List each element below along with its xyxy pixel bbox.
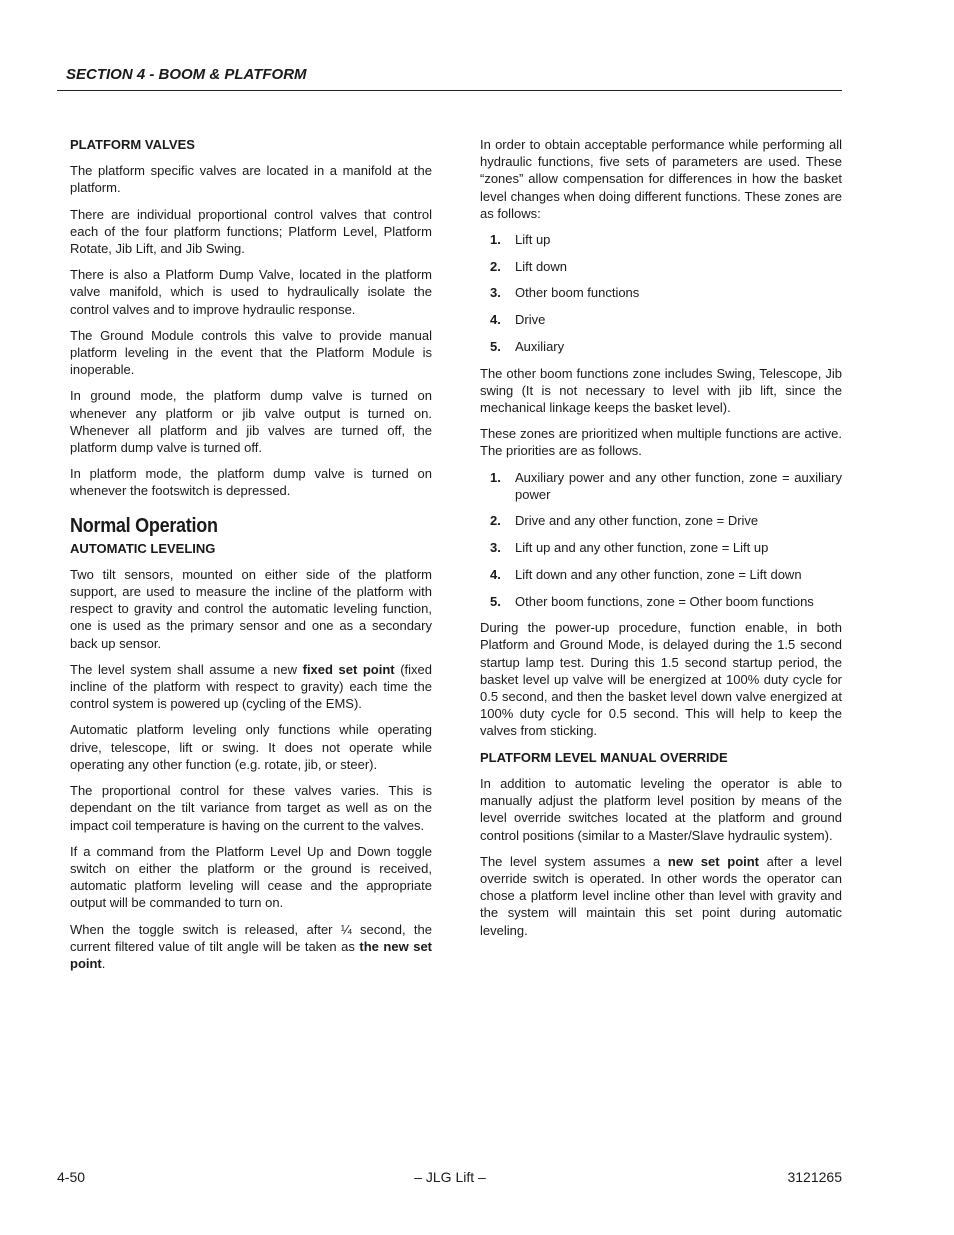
paragraph: Automatic platform leveling only functions while operating drive, telescope, lift or swing. It does not operate while operating any other function (e.g. rotate, jib, or steer). [70,722,432,772]
paragraph: The proportional control for these valves varies. This is dependant on the tilt variance from target as well as on the impact coil temperature is having on the current to the valves. [70,783,432,833]
paragraph: There is also a Platform Dump Valve, located in the platform valve manifold, which is used to hydraulically isolate the control valves and to improve hydraulic response. [70,267,432,317]
list-item [480,469,842,503]
header-divider [57,90,842,91]
text-run: When the toggle switch is released, after ¼ second, the current filtered value of tilt angle will be taken as [70,921,432,954]
paragraph: These zones are prioritized when multiple functions are active. The priorities are as follows. [480,426,842,459]
section-title: SECTION 4 - BOOM & PLATFORM [66,66,307,83]
list-number: 2. [490,513,501,529]
normal-operation-heading: Normal Operation [70,514,218,537]
list-text: Drive and any other function, zone = Drive [515,513,759,529]
list-text: Lift down [515,258,568,274]
paragraph: The Ground Module controls this valve to provide manual platform leveling in the event that the Platform Module is inoperable. [70,327,432,378]
footer-publisher: – JLG Lift – [414,1169,486,1185]
automatic-leveling-heading: AUTOMATIC LEVELING [70,540,216,556]
list-number: 5. [490,338,501,354]
text-run: after a level override switch is operated. In other words the operator can chose a platform level incline other than level with gravity and the system will maintain this set point during automatic leveling. [480,853,842,938]
override-heading: PLATFORM LEVEL MANUAL OVERRIDE [480,749,728,765]
bold-term: the new set point [70,938,433,971]
text-run: . [101,955,106,971]
list-number: 3. [490,285,501,301]
paragraph: In addition to automatic leveling the operator is able to manually adjust the platform level position by means of the level override switches located at the platform and ground control positions (similar to a Master/Slave hydraulic system). [480,775,842,843]
list-number: 3. [490,540,501,556]
paragraph: There are individual proportional control valves that control each of the four platform functions; Platform Level, Platform Rotate, Jib Lift, and Jib Swing. [70,206,432,257]
list-text: Auxiliary power and any other function, zone = auxiliary power [515,469,842,502]
list-item [480,539,842,556]
page-number: 4-50 [57,1169,86,1185]
paragraph: The platform specific valves are located in a manifold at the platform. [70,163,432,196]
paragraph [480,853,842,939]
left-column [70,136,432,981]
document-number: 3121265 [787,1169,842,1185]
list-text: Lift up and any other function, zone = Lift up [515,540,769,556]
list-text: Other boom functions [515,285,640,301]
list-number: 1. [490,469,501,485]
paragraph: The other boom functions zone includes Swing, Telescope, Jib swing (It is not necessary to level with jib lift, since the mechanical linkage keeps the basket level). [480,365,842,415]
text-run: The level system assumes a [480,853,668,869]
list-number: 2. [490,258,501,274]
list-item [480,338,842,355]
list-text: Drive [515,312,546,328]
paragraph: Two tilt sensors, mounted on either side of the platform support, are used to measure the incline of the platform with respect to gravity and control the automatic leveling function, one is used as the primary sensor and one as a secondary back up sensor. [70,566,432,651]
list-item [480,311,842,328]
paragraph [70,921,432,973]
list-text: Lift down and any other function, zone = Lift down [515,566,802,582]
list-text: Auxiliary [515,338,565,354]
paragraph: In ground mode, the platform dump valve is turned on whenever any platform or jib valve output is turned on. Whenever all platform and jib valves are turned off, the platform dump valve is turned off. [70,388,432,456]
list-item [480,258,842,275]
list-item [480,593,842,610]
paragraph [70,661,432,713]
list-number: 5. [490,593,501,609]
paragraph: If a command from the Platform Level Up and Down toggle switch on either the platform or the ground is received, automatic platform leveling will cease and the appropriate output will be commanded to turn on. [70,843,432,911]
paragraph: In platform mode, the platform dump valve is turned on whenever the footswitch is depressed. [70,466,432,499]
list-number: 4. [490,566,501,582]
list-item [480,566,842,583]
zones-list [480,231,842,355]
text-run: (fixed incline of the platform with respect to gravity) each time the control system is powered up (cycling of the EMS). [70,661,432,712]
list-number: 1. [490,232,501,248]
platform-valves-heading: PLATFORM VALVES [70,137,195,152]
list-item [480,231,842,248]
right-column [480,136,842,948]
list-item [480,512,842,529]
paragraph: During the power-up procedure, function enable, in both Platform and Ground Mode, is delayed during the 1.5 second startup lamp test. During this 1.5 second startup period, the basket level up valve will be energized at 100% duty cycle for 0.5 second, and then the basket level down valve energized at 100% duty cycle for 0.5 second. This will help to keep the valves from sticking. [480,620,842,739]
paragraph: In order to obtain acceptable performance while performing all hydraulic functions, five sets of parameters are used. These “zones” allow compensation for differences in how the basket level changes when doing different functions. These zones are as follows: [480,137,842,221]
priorities-list [480,469,842,610]
list-item [480,284,842,301]
list-text: Other boom functions, zone = Other boom functions [515,593,814,609]
bold-term: fixed set point [302,661,395,677]
list-number: 4. [490,312,501,328]
text-run: The level system shall assume a new [70,661,303,677]
list-text: Lift up [515,232,551,248]
bold-term: new set point [667,853,760,869]
